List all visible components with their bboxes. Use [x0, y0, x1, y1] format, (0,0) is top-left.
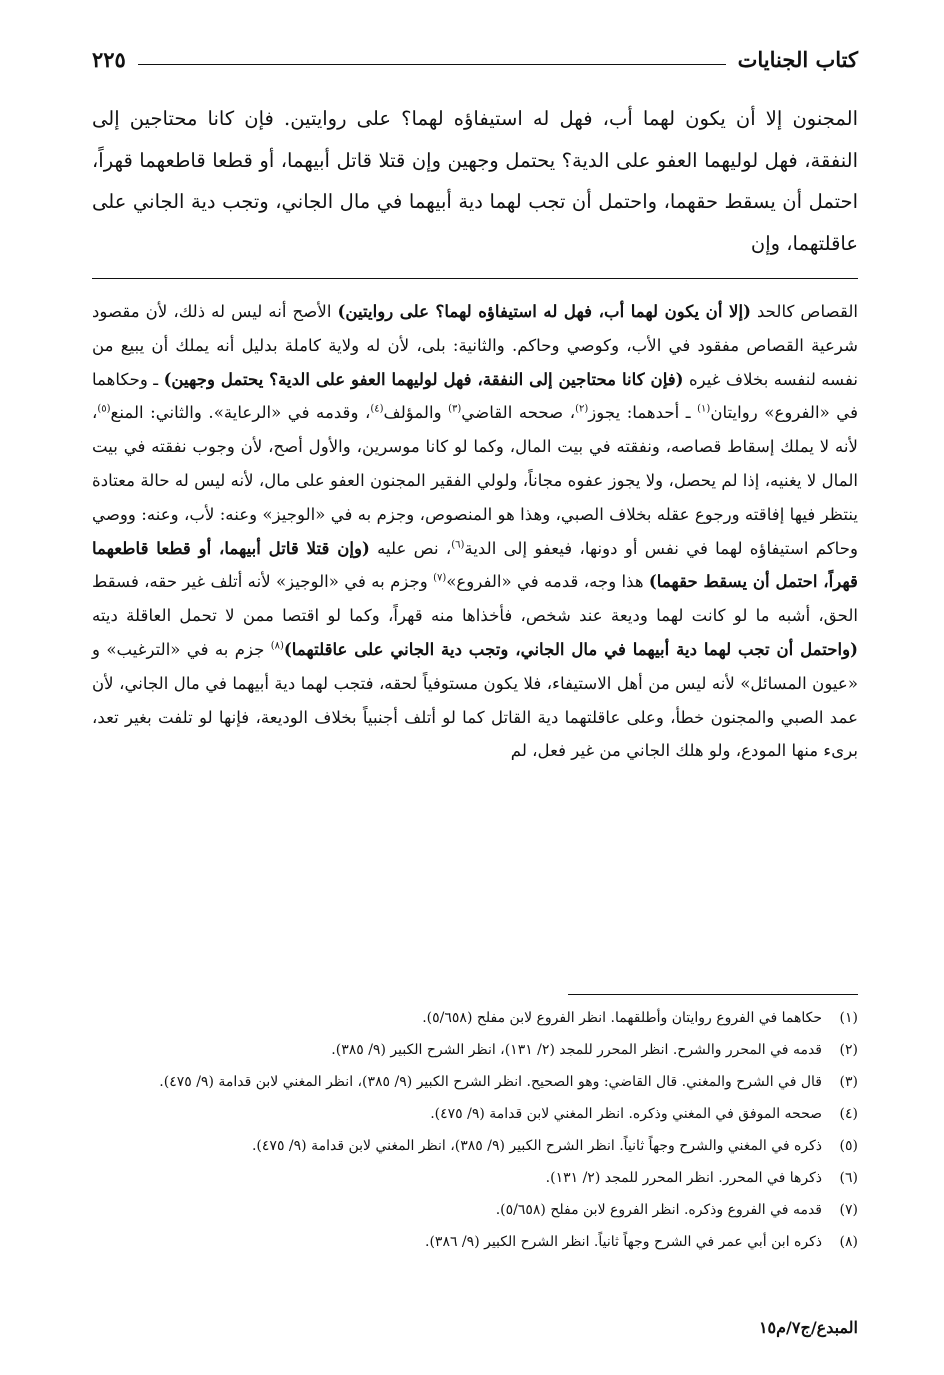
- footnote-number: (٢): [839, 1042, 858, 1058]
- footnote-ref[interactable]: (٤): [370, 403, 384, 415]
- footnote-number: (١): [839, 1010, 858, 1026]
- footnote-ref[interactable]: (١): [697, 403, 711, 415]
- footnote-number: (٦): [839, 1170, 858, 1186]
- commentary-segment: ـ وحكاهما في «الفروع» روايتان: [92, 369, 859, 423]
- footnote-number: (٣): [839, 1074, 858, 1090]
- commentary-segment: ، نص عليه: [369, 538, 452, 558]
- footnote-number: (٧): [839, 1202, 858, 1218]
- footnote-ref[interactable]: (٧): [433, 572, 447, 584]
- page-header: [92, 38, 858, 72]
- footnote-ref[interactable]: (٢): [575, 403, 589, 415]
- quoted-matn: (فإن كانا محتاجين إلى النفقة، فهل لوليهما العفو على الدية؟ يحتمل وجهين): [163, 368, 684, 389]
- footnote-item: [92, 1134, 858, 1158]
- commentary-segment: ، لأنه لا يملك إسقاط قصاصه، ونفقته في بيت المال، وكما لو كانا موسرين، والأول أصح، لأن وجوب نفقته في بيت المال لا يغنيه، إذا لم يحصل، ولا يجوز عفوه مجاناً، ولولي الفقير المجنون العفو على مال، لأنه ليس له حالة معتادة ينتظر فيها إفاقته ورجوع عقله بخلاف الصبي، وهذا هو المنصوص، وجزم به في «الوجيز» وعنه: لأب، وعنه: ووصي وحاكم استيفاؤه لهما في نفس أو دونها، فيعفو إلى الدية: [92, 403, 858, 558]
- footnote-text: ذكره في المغني والشرح وجهاً ثانياً. انظر الشرح الكبير (٩/ ٣٨٥)، انظر المغني لابن قدامة (٩/ ٤٧٥).: [251, 1138, 822, 1154]
- footnote-ref[interactable]: (٦): [451, 539, 465, 551]
- footnote-ref[interactable]: (٨): [270, 640, 284, 652]
- quoted-matn: (وإن قتلا قاتل أبيهما، أو قطعا قاطعهما قهراً، احتمل أن يسقط حقهما): [92, 537, 858, 592]
- footnote-number: (٤): [839, 1106, 858, 1122]
- commentary-segment: والمؤلف: [383, 403, 449, 423]
- commentary-segment: القصاص كالحد: [750, 302, 858, 321]
- commentary-segment: هذا وجه، قدمه في «الفروع»: [446, 572, 649, 592]
- quoted-matn: (واحتمل أن تجب لهما دية أبيهما في مال الجاني، وتجب دية الجاني على عاقلتهما): [283, 638, 859, 659]
- footnote-text: ذكرها في المحرر. انظر المحرر للمجد (٢/ ١٣١).: [545, 1170, 822, 1186]
- footnote-item: [92, 1166, 858, 1190]
- footnote-text: حكاهما في الفروع روايتان وأطلقهما. انظر الفروع لابن مفلح (٥/٦٥٨).: [422, 1010, 822, 1026]
- footnote-item: [92, 1102, 858, 1126]
- header-rule: [138, 64, 726, 65]
- footnote-divider: [568, 994, 858, 995]
- footnotes-list: [92, 1006, 858, 1262]
- commentary-segment: جزم به في «الترغيب» و «عيون المسائل» لأنه ليس من أهل الاستيفاء، فلا يكون مستوفياً لحقه، فتجب لهما دية أبيهما في مال الجاني، لأن عمد الصبي والمجنون خطأ، وعلى عاقلتهما دية القاتل كما لو أتلف أجنبياً بخلاف الوديعة، فإنها لو تلفت بغير تعد، برىء منها المودع، ولو هلك الجاني من غير فعل، لم: [92, 639, 858, 761]
- footnote-item: [92, 1038, 858, 1062]
- footnote-text: ذكره ابن أبي عمر في الشرح وجهاً ثانياً. انظر الشرح الكبير (٩/ ٣٨٦).: [425, 1234, 822, 1250]
- footnote-item: [92, 1198, 858, 1222]
- page-signature: المبدع/ج٧/م١٥: [758, 1318, 858, 1337]
- main-text: المجنون إلا أن يكون لهما أب، فهل له استيفاؤه لهما؟ على روايتين. فإن كانا محتاجين إلى النفقة، فهل لوليهما العفو على الدية؟ يحتمل وجهين وإن قتلا قاتل أبيهما، أو قطعا قاطعهما قهراً، احتمل أن يسقط حقهما، واحتمل أن تجب لهما دية أبيهما في مال الجاني، وتجب دية الجاني على عاقلتهما، وإن: [92, 107, 858, 255]
- footnote-number: (٥): [839, 1138, 858, 1154]
- commentary-segment: وجزم به في «الوجيز» لأنه أتلف غير حقه، فسقط الحق، أشبه ما لو كانت لهما وديعة عند شخص، فأخذاها منه قهراً، وكما لو اقتصا ممن لا تحمل العاقلة ديته: [92, 572, 858, 626]
- commentary-segment: ، صححه القاضي: [461, 403, 576, 423]
- footnote-ref[interactable]: (٥): [97, 403, 111, 415]
- footnote-ref[interactable]: (٣): [448, 403, 462, 415]
- footnote-text: قدمه في المحرر والشرح. انظر المحرر للمجد (٢/ ١٣١)، انظر الشرح الكبير (٩/ ٣٨٥).: [331, 1042, 822, 1058]
- footnote-text: قدمه في الفروع وذكره. انظر الفروع لابن مفلح (٥/٦٥٨).: [495, 1202, 822, 1218]
- page-number: ٢٢٥: [92, 47, 126, 72]
- commentary-segment: ، وقدمه في «الرعاية». والثاني: المنع: [110, 403, 371, 423]
- footnote-text: صححه الموفق في المغني وذكره. انظر المغني لابن قدامة (٩/ ٤٧٥).: [430, 1106, 822, 1122]
- commentary-segment: الأصح أنه ليس له ذلك، لأن مقصود شرعية القصاص مفقود في الأب، وكوصي وحاكم. والثانية: بلى، لأن له ولاية كاملة بدليل أنه يملك أن يبيع من نفسه لنفسه بخلاف غيره: [92, 302, 858, 389]
- commentary-segment: ـ أحدهما: يجوز: [588, 403, 698, 423]
- footnote-text: قال في الشرح والمغني. قال القاضي: وهو الصحيح. انظر الشرح الكبير (٩/ ٣٨٥)، انظر المغني لابن قدامة (٩/ ٤٧٥).: [159, 1074, 822, 1090]
- commentary-text: [92, 295, 858, 768]
- chapter-title: كتاب الجنايات: [737, 47, 858, 72]
- footnote-item: [92, 1006, 858, 1030]
- footnote-number: (٨): [839, 1234, 858, 1250]
- footnote-item: [92, 1070, 858, 1094]
- footnote-item: [92, 1230, 858, 1254]
- section-divider: [92, 278, 858, 279]
- quoted-matn: (إلا أن يكون لهما أب، فهل له استيفاؤه لهما؟ على روايتين): [337, 301, 751, 321]
